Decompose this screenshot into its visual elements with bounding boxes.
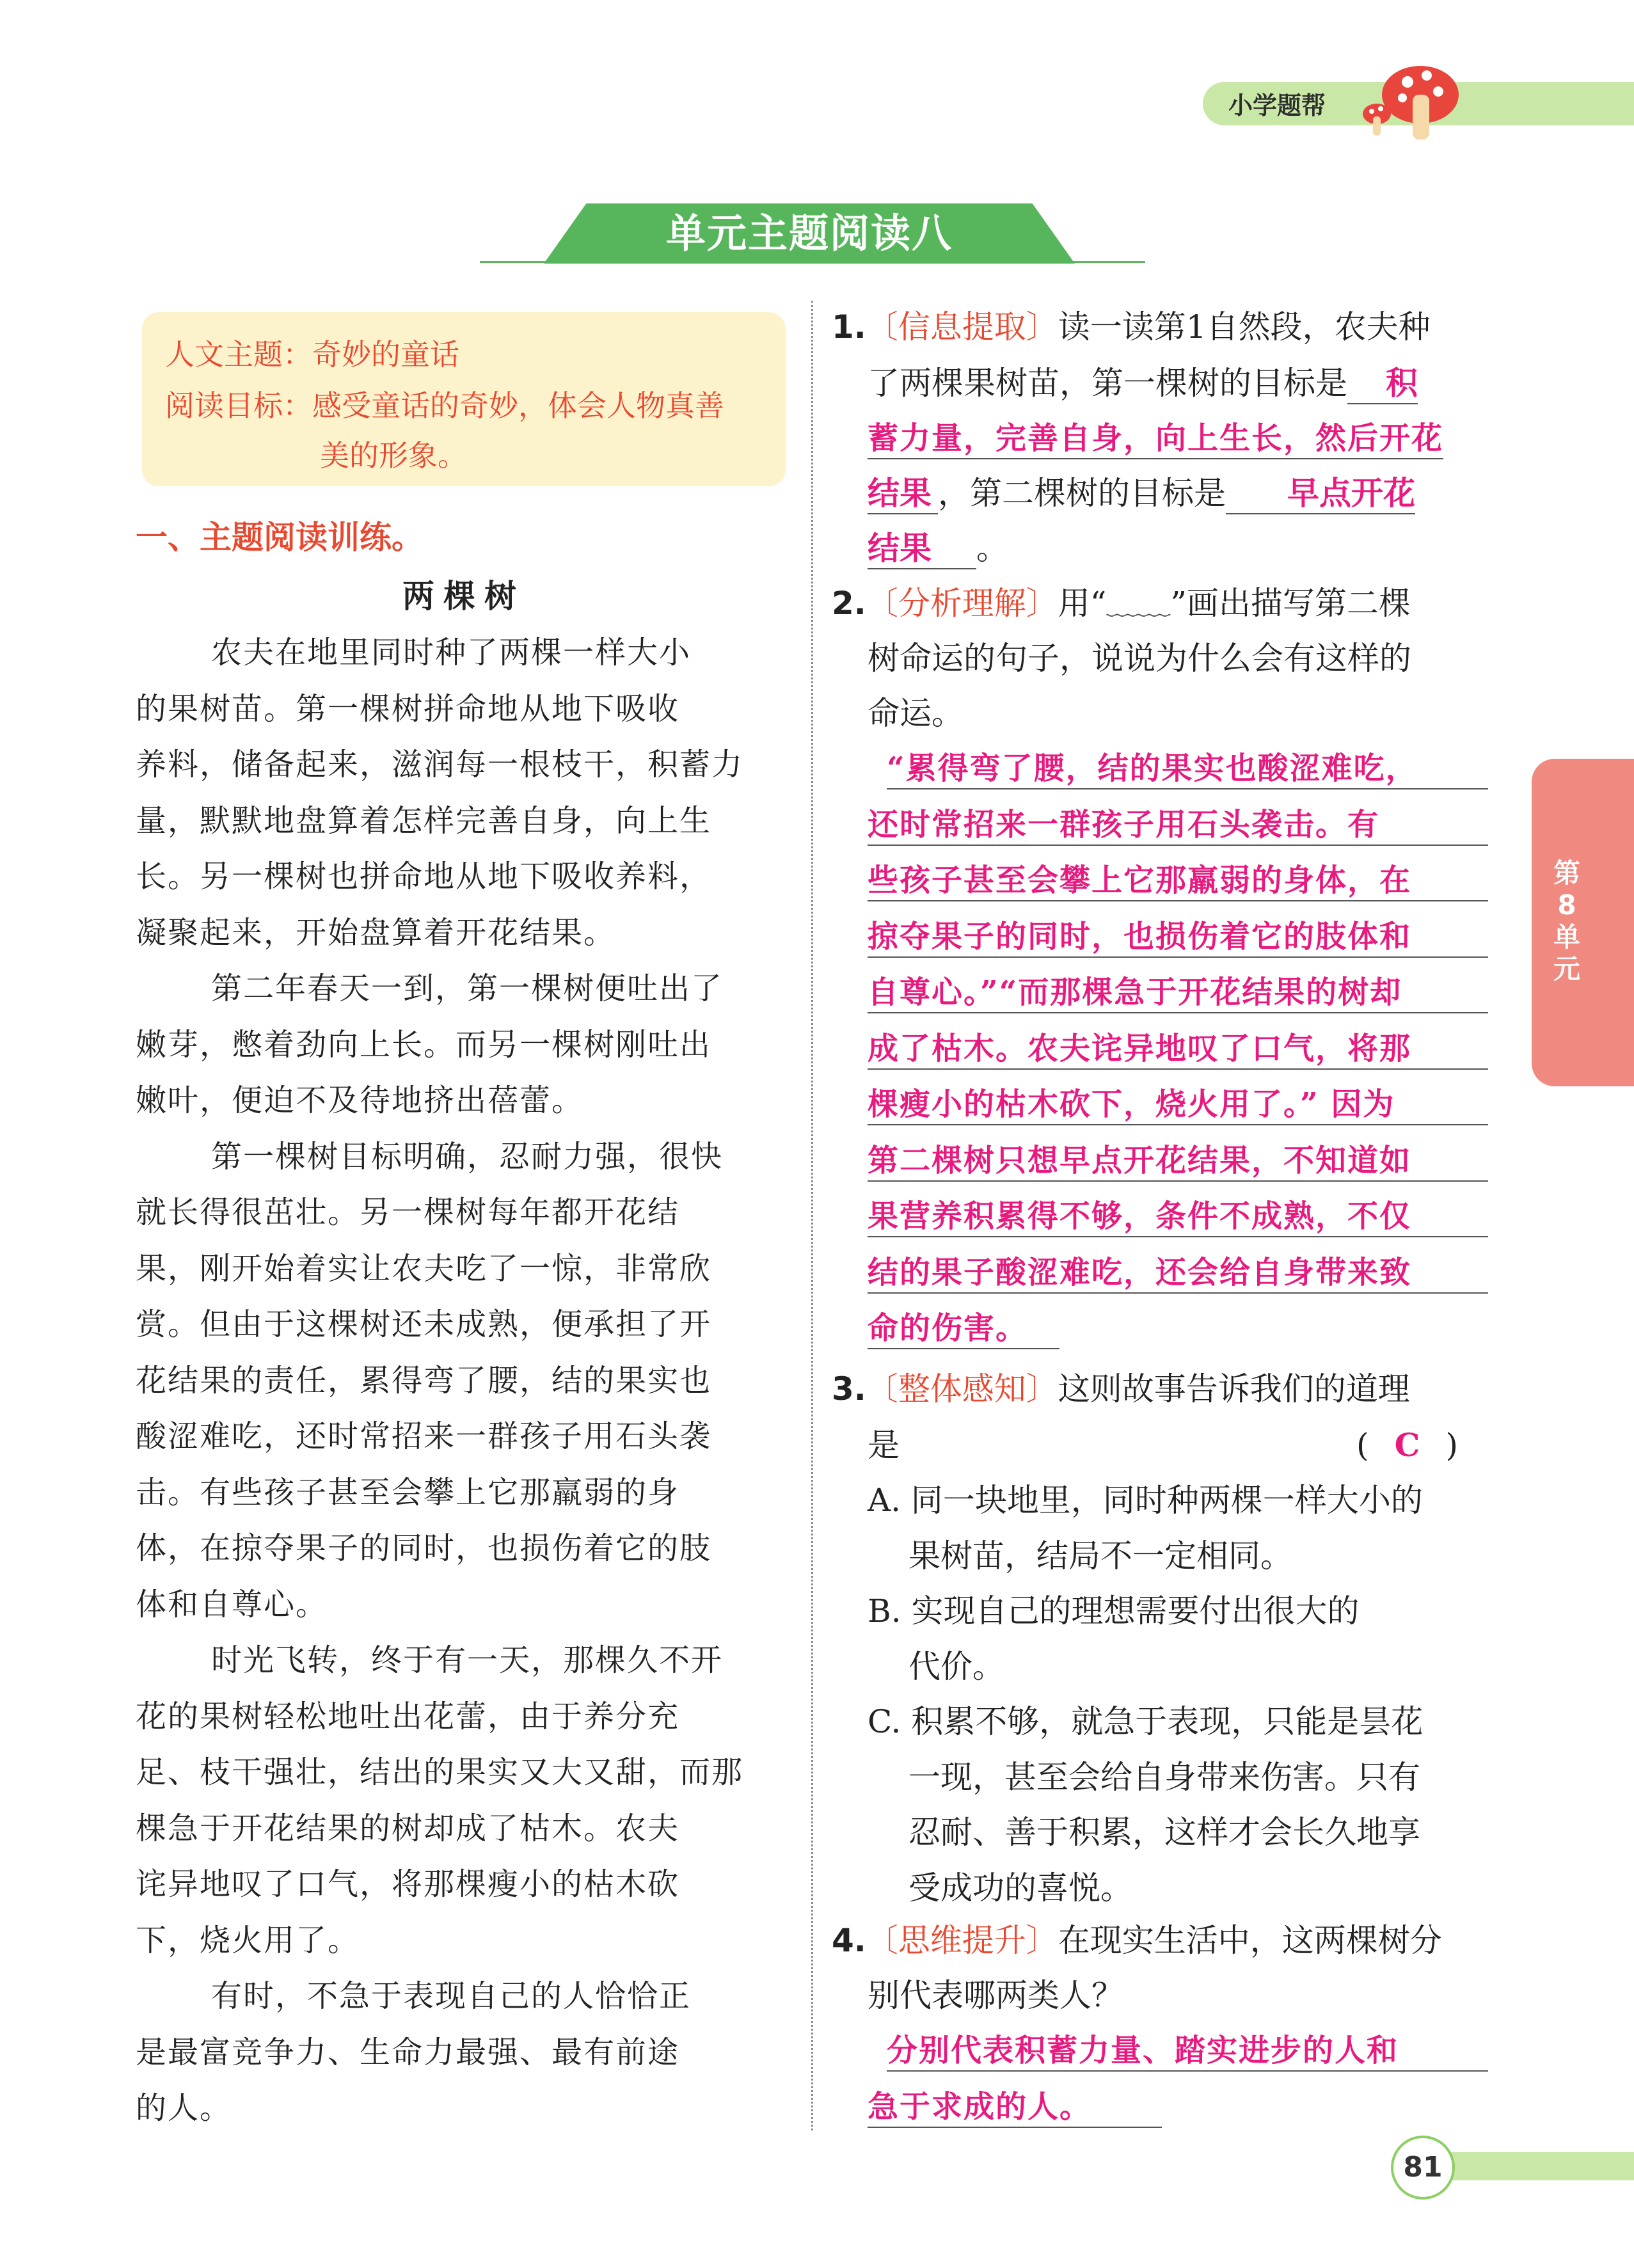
q1-text-2: 了两棵果树苗，第一棵树的目标是: [868, 365, 1347, 402]
story-line: 赏。但由于这棵树还未成熟，便承担了开: [136, 1306, 712, 1342]
story-line: 就长得很茁壮。另一棵树每年都开花结: [136, 1194, 680, 1230]
q2-text-2: 树命运的句子，说说为什么会有这样的: [868, 640, 1411, 677]
theme-line-2: 阅读目标：感受童话的奇妙，体会人物真善: [165, 388, 724, 423]
q3-tag: 〔整体感知〕: [866, 1370, 1058, 1408]
story-line: 农夫在地里同时种了两棵一样大小: [211, 635, 692, 670]
story-line: 足、枝干强壮，结出的果实又大又甜，而那: [136, 1754, 744, 1790]
side-tab-char-3: 单: [1553, 921, 1580, 953]
q1-answer-2a: 早点开花: [1226, 473, 1415, 514]
brand-text: 小学题帮: [1228, 91, 1326, 120]
q2-answer-line: 命的伤害。: [868, 1308, 1059, 1349]
q1-text-1: 读一读第1自然段，农夫种: [1058, 308, 1431, 345]
theme-line-3: 美的形象。: [320, 438, 467, 473]
q1-line-4: [868, 473, 1415, 513]
story-line: 养料，储备起来，滋润每一根枝干，积蓄力: [136, 747, 744, 782]
story-line: 酸涩难吃，还时常招来一群孩子用石头袭: [136, 1418, 712, 1454]
story-line: 体，在掠夺果子的同时，也损伤着它的肢: [136, 1530, 712, 1566]
story-line: 花结果的责任，累得弯了腰，结的果实也: [136, 1362, 712, 1399]
q3-bracket-open: (: [1356, 1427, 1369, 1464]
q3-option-line: C. 积累不够，就急于表现，只能是昙花: [868, 1703, 1424, 1740]
q1-line-2: [868, 363, 1418, 403]
side-tab-char-4: 元: [1553, 953, 1580, 985]
q1-tag: 〔信息提取〕: [866, 308, 1058, 345]
story-line: 第二年春天一到，第一棵树便吐出了: [211, 971, 724, 1006]
q1-text-4: 。: [976, 530, 1008, 567]
q2-tag: 〔分析理解〕: [866, 585, 1058, 622]
q2-answer-line: 还时常招来一群孩子用石头袭击。有: [868, 805, 1488, 846]
column-divider: [811, 301, 813, 2130]
q4-answer-line-2: 急于求成的人。: [868, 2087, 1162, 2128]
q1-line-1: [832, 307, 1431, 347]
story-line: 下，烧火用了。: [136, 1922, 360, 1958]
q3-bracket-close: ): [1445, 1427, 1459, 1464]
story-title: 两棵树: [402, 577, 525, 615]
story-line: 击。有些孩子甚至会攀上它那羸弱的身: [136, 1474, 680, 1511]
story-line: 果，刚开始着实让农夫吃了一惊，非常欣: [136, 1250, 712, 1287]
q2-answer-line: “累得弯了腰，结的果实也酸涩难吃，: [887, 749, 1488, 789]
q4-tag: 〔思维提升〕: [866, 1922, 1058, 1959]
q2-answer-line: 自尊心。”“而那棵急于开花结果的树却: [868, 972, 1488, 1013]
story-line: 有时，不急于表现自己的人恰恰正: [211, 1978, 692, 2014]
story-line: 诧异地叹了口气，将那棵瘦小的枯木砍: [136, 1866, 680, 1902]
q4-text-1: 在现实生活中，这两棵树分: [1058, 1922, 1442, 1959]
story-line: 量，默默地盘算着怎样完善自身，向上生: [136, 802, 712, 839]
q2-answer-line: 第二棵树只想早点开花结果，不知道如: [868, 1141, 1488, 1182]
q1-answer-2b: 结果: [868, 528, 976, 569]
q1-answer-1b: 蓄力量，完善自身，向上生长，然后开花: [868, 418, 1443, 459]
q3-option-line: 忍耐、善于积累，这样才会长久地享: [908, 1814, 1420, 1851]
story-line: 的人。: [136, 2090, 232, 2126]
story-line: 花的果树轻松地吐出花蕾，由于养分充: [136, 1698, 680, 1734]
q4-answer-line-1: 分别代表积蓄力量、踏实进步的人和: [887, 2031, 1488, 2072]
q3-number: 3.: [832, 1370, 866, 1408]
story-line: 长。另一棵树也拼命地从地下吸收养料，: [136, 859, 712, 894]
q2-answer-line: 些孩子甚至会攀上它那羸弱的身体，在: [868, 860, 1488, 901]
q1-line-5: [868, 528, 1008, 568]
q3-text-2: 是: [868, 1427, 900, 1464]
q2-answer-line: 结的果子酸涩难吃，还会给自身带来致: [868, 1253, 1488, 1294]
q2-answer-line: 掠夺果子的同时，也损伤着它的肢体和: [868, 917, 1488, 958]
page-title: 单元主题阅读八: [665, 210, 953, 257]
story-line: 凝聚起来，开始盘算着开花结果。: [136, 914, 616, 951]
q3-option-line: B. 实现自己的理想需要付出很大的: [868, 1592, 1360, 1630]
q1-text-3: ，第二棵树的目标是: [938, 475, 1226, 512]
q2-answer-line: 果营养积累得不够，条件不成熟，不仅: [868, 1196, 1488, 1237]
q3-option-line: 受成功的喜悦。: [908, 1869, 1132, 1907]
q3-line-1: [832, 1369, 1410, 1409]
story-line: 嫩芽，憋着劲向上长。而另一棵树刚吐出: [136, 1026, 712, 1063]
side-tab-char-2: 8: [1557, 889, 1576, 921]
q2-answer-line: 成了枯木。农夫诧异地叹了口气，将那: [868, 1029, 1488, 1070]
story-line: 棵急于开花结果的树却成了枯木。农夫: [136, 1810, 680, 1846]
q3-option-line: 果树苗，结局不一定相同。: [908, 1537, 1292, 1574]
q1-answer-1a: 积: [1347, 363, 1418, 404]
q2-text-1: 用“: [1058, 585, 1107, 622]
q2-line-1: [832, 583, 1411, 623]
q2-answer-line: 棵瘦小的枯木砍下，烧火用了。” 因为: [868, 1084, 1488, 1125]
q2-text-1b: ”画出描写第二棵: [1170, 585, 1411, 622]
section-title: 一、主题阅读训练。: [136, 519, 424, 556]
side-tab-char-1: 第: [1553, 857, 1580, 889]
story-line: 嫩叶，便迫不及待地挤出蓓蕾。: [136, 1082, 584, 1118]
q2-text-3: 命运。: [868, 695, 964, 732]
mushroom-icon: [1363, 56, 1491, 146]
page-number: 81: [1403, 2151, 1443, 2184]
q2-number: 2.: [832, 585, 866, 622]
q3-option-line: 一现，甚至会给自身带来伤害。只有: [908, 1758, 1420, 1796]
unit-side-label: [1532, 857, 1602, 985]
wavy-line-icon: ﹏﹏: [1106, 585, 1171, 622]
q3-answer-bracket: [1356, 1425, 1497, 1465]
story-line: 是最富竞争力、生命力最强、最有前途: [136, 2034, 680, 2070]
q1-answer-1c: 结果: [868, 473, 938, 514]
q4-line-1: [832, 1921, 1442, 1960]
q3-answer: C: [1394, 1426, 1420, 1464]
q3-option-line: A. 同一块地里，同时种两棵一样大小的: [868, 1482, 1423, 1519]
story-line: 体和自尊心。: [136, 1586, 328, 1622]
theme-line-1: 人文主题：奇妙的童话: [165, 337, 459, 372]
story-line: 第一棵树目标明确，忍耐力强，很快: [211, 1138, 724, 1175]
q1-number: 1.: [832, 308, 866, 345]
q3-text-1: 这则故事告诉我们的道理: [1058, 1370, 1410, 1408]
q4-text-2: 别代表哪两类人？: [868, 1977, 1123, 2014]
story-line: 时光飞转，终于有一天，那棵久不开: [211, 1642, 724, 1678]
q4-number: 4.: [832, 1922, 866, 1959]
story-line: 的果树苗。第一棵树拼命地从地下吸收: [136, 690, 680, 727]
q3-option-line: 代价。: [908, 1647, 1004, 1685]
